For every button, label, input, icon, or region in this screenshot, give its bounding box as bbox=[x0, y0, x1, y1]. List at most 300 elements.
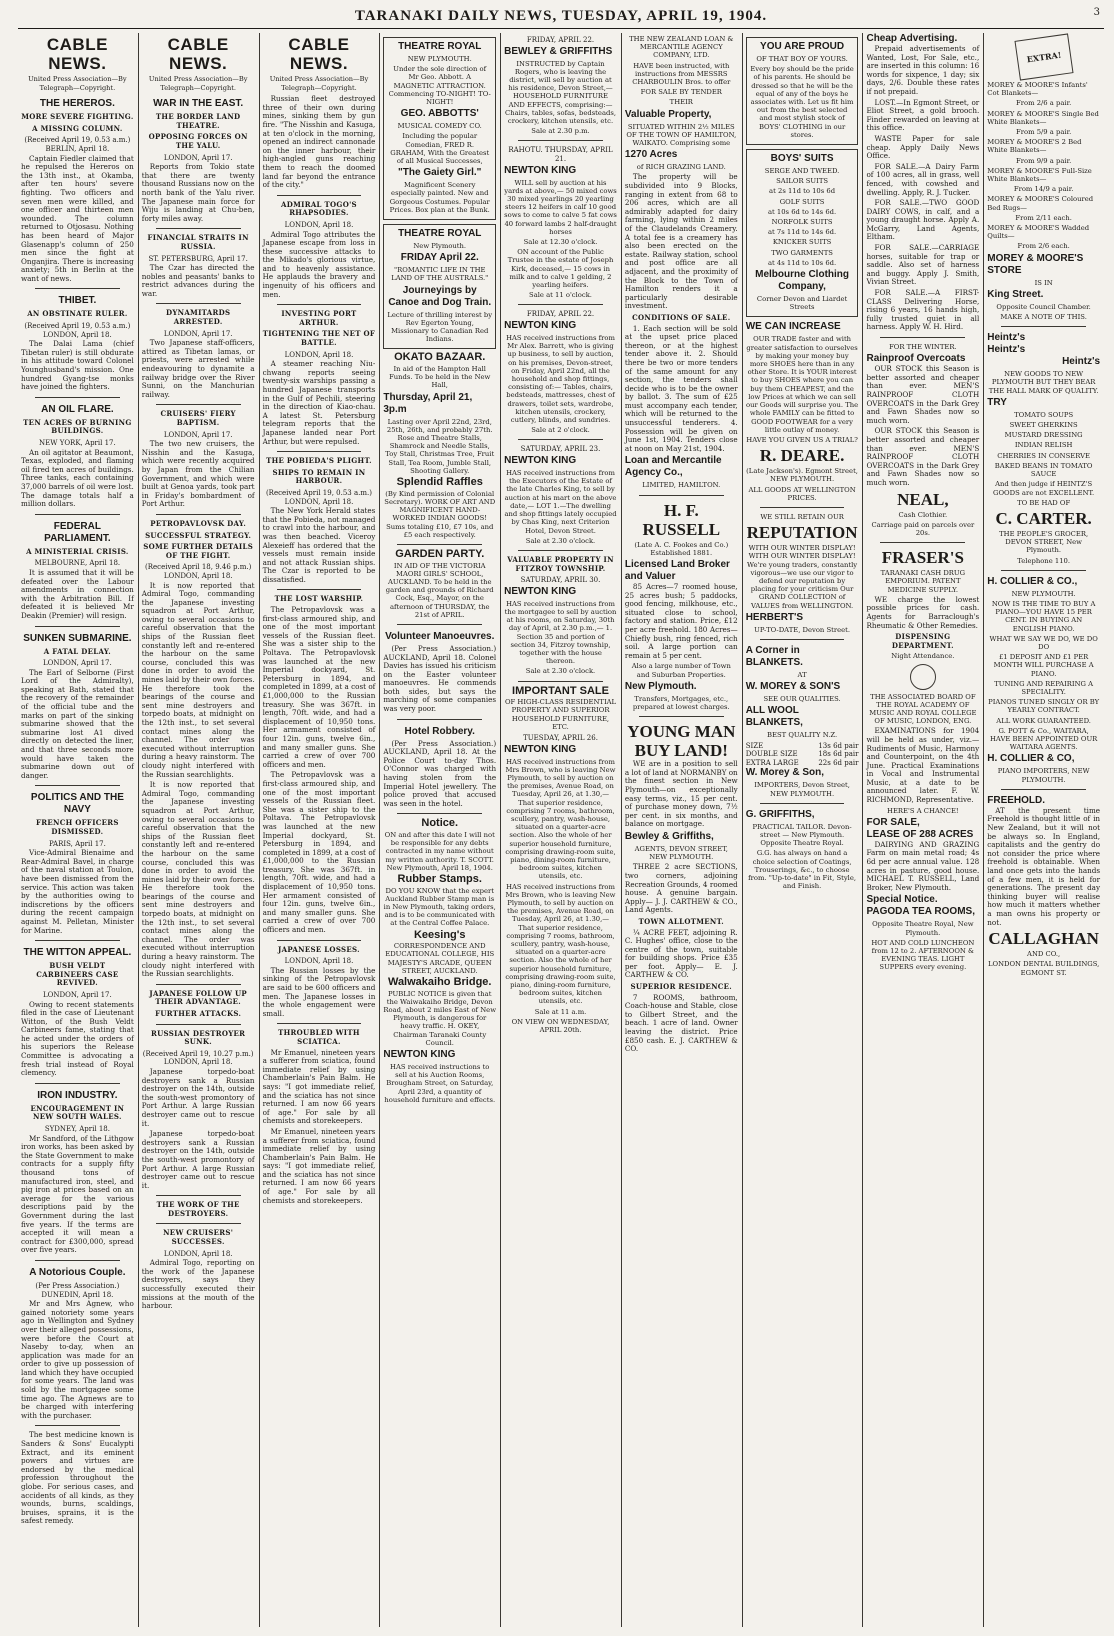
sale-date: FRIDAY, APRIL 22. bbox=[526, 310, 595, 319]
byline: United Press Association—By Telegraph—Copyright. bbox=[269, 75, 369, 92]
column-4 bbox=[380, 33, 501, 1627]
heading-politics-navy: POLITICS AND THE NAVY bbox=[30, 792, 124, 816]
article-text: The Earl of Selborne (First Lord of the Admiralty), speaking at Bath, stated that the recovery of the remainder of the official tube and the marks on part of the sinking submarine showed that the submarine lost A1 dived directly on detected the liner, and that three seconds more would have taken the submarine down out of danger. bbox=[21, 667, 134, 780]
advert-text: The property will be subdivided into 9 Blocks, ranging in extent from 68 to 206 acres, which are all admirably adapted for dairy farming, lying within 2 miles of the Claudelands Creamery. A total fee is a creamery has also been erected on the estate. Railway station, school and post office are all adjacent, and the proximity of the Block to the Town of Hamilton renders it a particularly desirable investment. bbox=[624, 172, 738, 311]
subheading: THE WORK OF THE DESTROYERS. bbox=[156, 1200, 240, 1218]
sale-date: FRIDAY, APRIL 22. bbox=[526, 36, 595, 44]
classified-text: LOST.—In Egmont Street, or Eliot Street, a gold brooch. Finder rewarded on leaving at this office. bbox=[866, 97, 980, 133]
blanket-price: 18s 6d pair bbox=[818, 750, 859, 759]
divider bbox=[397, 544, 482, 545]
frasers-title: FRASER'S bbox=[881, 548, 964, 568]
sale-time: Sale at 11 a.m. bbox=[534, 1007, 587, 1016]
advert-body: WHAT WE SAY WE DO, WE DO DO bbox=[989, 634, 1098, 651]
suit-name: KNICKER SUITS bbox=[772, 238, 832, 247]
article-text: Mr Emanuel, nineteen years a sufferer from sciatica, found immediate relief by using Chamberlain's Pain Balm. He says: "I got immediate relief, and the sciatica has not since returned. I am now 66 years of age." For sale by all chemists and storekeepers. bbox=[262, 1126, 376, 1205]
subheading: ADMIRAL TOGO'S RHAPSODIES. bbox=[280, 199, 357, 218]
carter-title: C. CARTER. bbox=[995, 508, 1092, 528]
advert-body: PUBLIC NOTICE is given that the Waiwakaiho Bridge, Devon Road, about 2 miles East of New Plymouth, is dangerous for heavy traffic. H. OKEY, Chairman Taranaki County Council. bbox=[383, 989, 497, 1047]
sale-time: Sale at 2 o'clock. bbox=[531, 426, 590, 435]
divider bbox=[35, 288, 120, 289]
advert-title: THEATRE ROYAL bbox=[398, 41, 482, 52]
cable-news-heading: CABLE NEWS. bbox=[167, 35, 229, 73]
advert-text: 1. Each section will be sold at the upset price placed thereon, or at the highest tender above it. 2. Should there be two or more tenders of the same amount for any section, the tenders shall decide who is to be the owner by ballot. 3. The sum of £25 must accompany each tender, which will be returned to the unsuccessful tenderers. 4. Possession will be given on June 1st, 1904. Tenders close at noon on May 21st, 1904. bbox=[624, 323, 738, 453]
heading-hereros: THE HEREROS. bbox=[39, 98, 115, 110]
subheading: TOWN ALLOTMENT. bbox=[638, 916, 724, 926]
agency-name: Loan and Mercantile Agency Co., bbox=[624, 455, 722, 479]
divider bbox=[518, 304, 603, 305]
advert-text: 85 Acres—7 roomed house, 25 acres bush; 5 paddocks, good fencing, milkhouse, etc., situated close to school, factory and station. Price, £12 per acre freehold. 180 Acres—Chiefly bush, ring fenced, rich soil. A large portion can remain at 5 per cent. bbox=[624, 582, 738, 660]
advert-body: ON and after this date I will not be responsible for any debts contracted in my name without my written authority. T. SCOTT. New Plymouth, April 18, 1904. bbox=[384, 831, 495, 872]
morey-son-title: W. Morey & Son, bbox=[745, 767, 825, 779]
advert-body: THE ASSOCIATED BOARD OF THE ROYAL ACADEMY OF MUSIC AND ROYAL COLLEGE OF MUSIC, LONDON, ENG. bbox=[869, 692, 977, 726]
dateline: LONDON, April 17. bbox=[43, 659, 112, 668]
byline: United Press Association—By Telegraph—Copyright. bbox=[148, 75, 248, 92]
advert-body: IN AID OF THE VICTORIA MAORI GIRLS' SCHOOL, AUCKLAND. To be held in the garden and grounds of Richard Cock, Esq., Mayor, on the afternoon of THURSDAY, the 21st of APRIL. bbox=[385, 561, 494, 619]
advert-title: YOU ARE PROUD bbox=[760, 41, 845, 52]
keesing-title: Keesing's bbox=[413, 928, 466, 941]
advert-body: WILL sell by auction at his yards at above,— 50 mixed cows 30 mixed yearlings 20 yearling steers 12 heifers in calf 10 good sows to come to calve 5 fat cows 40 forward lambs 2 half-draught horses bbox=[504, 178, 617, 236]
advert-body: NEW GOODS TO NEW PLYMOUTH BUT THEY BEAR THE HALL MARK OF QUALITY. bbox=[988, 370, 1099, 395]
subheading: NEW CRUISERS' SUCCESSES. bbox=[163, 1228, 234, 1247]
dateline: LONDON, April 17. bbox=[43, 990, 112, 999]
advert-body: THEIR bbox=[669, 98, 693, 107]
divider bbox=[277, 940, 362, 941]
advert-text: AT the present time Freehold is thought little of in New Zealand, but it will not be always so. In England, capitalists and the gentry do not consider the price where freehold is obtainable. When land once gets into the hands of a few men, it is held for generations. The present day thinking buyer will realise how much it matters whether a man owns his property or not. bbox=[987, 805, 1101, 927]
advert-subtitle: New Plymouth. bbox=[413, 242, 467, 251]
blanket-item: MOREY & MOORE'S Full-Size White Blankets— bbox=[987, 166, 1092, 184]
subheading: BUSH VELDT CARBINEERS CASE REVIVED. bbox=[36, 961, 119, 988]
subheading: THE LOST WARSHIP. bbox=[274, 594, 364, 604]
advert-body: AT bbox=[797, 670, 807, 679]
herberts-title: HERBERT'S bbox=[745, 611, 804, 623]
advert-body: HOT AND COLD LUNCHEON from 12 to 2. AFTERNOON & EVENING TEAS. LIGHT SUPPERS every evening. bbox=[871, 938, 975, 972]
king-street-title: King Street. bbox=[987, 288, 1044, 300]
advert-text: DAIRYING AND GRAZING Farm on main metal road; 4s 6d per acre annual value. 128 acres in pasture, good house. MICHAEL T. RUSSELL, Land Broker, New Plymouth. bbox=[866, 839, 980, 892]
divider bbox=[35, 785, 120, 786]
article-text: The Czar has directed the nobles and peasants' banks to restrict advances during the war. bbox=[141, 263, 255, 298]
advert-body: OF HIGH-CLASS RESIDENTIAL PROPERTY AND SUPERIOR HOUSEHOLD FURNITURE, ETC. bbox=[504, 698, 617, 731]
divider bbox=[880, 542, 965, 543]
subheading: VALUABLE PROPERTY IN FITZROY TOWNSHIP. bbox=[507, 554, 614, 573]
divider bbox=[35, 514, 120, 515]
cable-news-heading: CABLE NEWS. bbox=[46, 35, 108, 73]
subheading: FRENCH OFFICERS DISMISSED. bbox=[36, 818, 119, 836]
sale-time: Sale at 11 o'clock. bbox=[529, 291, 592, 300]
advert-body: Transfers, Mortgages, etc., prepared at lowest charges. bbox=[632, 694, 730, 711]
blanket-price: From 5/9 a pair. bbox=[1016, 128, 1072, 137]
advert-body: NEW PLYMOUTH. bbox=[1011, 589, 1076, 598]
okato-bazaar-date: Thursday, April 21, 3p.m bbox=[383, 391, 473, 415]
advert-body: WE STILL RETAIN OUR bbox=[760, 512, 844, 521]
divider bbox=[156, 1223, 241, 1224]
advert-body: HAS received instructions to sell at his Auction Rooms, Brougham Street, on Saturday, April 23rd, a quantity of household furniture and effects. bbox=[384, 1063, 496, 1104]
lease-title: LEASE OF 288 ACRES bbox=[866, 828, 974, 840]
sale-date: SATURDAY, APRIL 30. bbox=[520, 576, 601, 585]
blankets-corner-title: A Corner in BLANKETS. bbox=[745, 644, 803, 668]
advert-body: AGENTS, DEVON STREET, NEW PLYMOUTH. bbox=[634, 844, 728, 862]
acreage-title: 1270 Acres bbox=[624, 149, 678, 161]
dateline: LONDON, April 17. bbox=[163, 329, 233, 338]
divider bbox=[156, 1024, 241, 1025]
bewley-griffiths-title: Bewley & Griffiths, bbox=[624, 830, 714, 842]
article-text: Admiral Togo, reporting on the work of the Japanese destroyers, says they successfully executed their missions at the mouth of the harbour. bbox=[141, 1258, 255, 1311]
subheading: TEN ACRES OF BURNING BUILDINGS. bbox=[23, 417, 132, 436]
blanket-item: MOREY & MOORE'S Infants' Cot Blankets— bbox=[987, 81, 1088, 98]
blanket-item: MOREY & MOORE'S Single Bed White Blankets— bbox=[987, 109, 1099, 126]
subheading: SUCCESSFUL STRATEGY. bbox=[145, 530, 252, 540]
dateline: LONDON, April 17. bbox=[163, 153, 233, 162]
blanket-price-row bbox=[746, 742, 859, 751]
divider bbox=[397, 719, 482, 720]
dateline: ST. PETERSBURG, April 17. bbox=[148, 254, 248, 263]
article-text: Reports from Tokio state that there are twenty thousand Russians now on the north bank of the Yalu river. The Japanese main force for Wiju is landing at Chu-ben, forty miles away. bbox=[141, 162, 255, 223]
increase-title: WE CAN INCREASE bbox=[745, 321, 841, 333]
advert-body: (Late A. C. Fookes and Co.) Established 1881. bbox=[634, 540, 729, 557]
cheap-advertising-title: Cheap Advertising. bbox=[866, 33, 958, 44]
dateline: (Received April 19, 0.53 a.m.) LONDON, April 18. bbox=[24, 322, 131, 339]
divider bbox=[156, 1195, 241, 1196]
advert-text: 7 ROOMS, bathroom, Coach-house and Stable, close to Gilbert Street, and the beach. 1 acre of land. Owner leaving the district. Price £850 cash. E. J. CARTHEW & CO. bbox=[624, 992, 738, 1054]
advert-body: HAVE been instructed, with instructions from MESSRS CHARBOULIN Bros. to offer bbox=[632, 61, 731, 87]
column-1 bbox=[18, 33, 139, 1627]
callaghan-title: CALLAGHAN bbox=[988, 929, 1099, 949]
sale-date: TUESDAY, APRIL 26. bbox=[523, 733, 598, 742]
dateline: LONDON, April 17. bbox=[163, 430, 233, 439]
bewley-griffiths-title: BEWLEY & GRIFFITHS bbox=[504, 45, 613, 57]
blanket-price-row bbox=[746, 750, 859, 759]
advert-body: Every boy should be the pride of his parents. He should be dressed so that he will be the equal of any of the boys he associates with. Let us fit him out from the best selected and most stylish stock of BOYS' CLOTHING in our stores. bbox=[750, 65, 854, 139]
product-item: BAKED BEANS IN TOMATO SAUCE bbox=[994, 461, 1093, 479]
classified-text: WASTE Paper for sale cheap. Apply Daily News Office. bbox=[866, 133, 980, 161]
collier-title: H. COLLIER & CO., bbox=[987, 575, 1078, 587]
dateline: (Received April 19, 10.27 p.m.) LONDON, April 18. bbox=[142, 1049, 254, 1067]
divider bbox=[518, 550, 603, 551]
subheading: OPPOSING FORCES ON THE YALU. bbox=[148, 132, 248, 150]
advert-text: ¼ ACRE FEET, adjoining R. C. Hughes' office, close to the centre of the town, suitable for building shops. Price £35 per foot. Apply— E. J. CARTHEW & CO. bbox=[624, 927, 738, 980]
advert-text: The best medicine known is Sanders & Sons' Eucalypti Extract, and its eminent powers and virtues are endorsed by the medical profession throughout the globe. For serious cases, and accidents of all kinds, as they wounds, burns, scaldings, bruises, sprains, it is the safest remedy. bbox=[21, 1430, 134, 1526]
heading-oil-flare: AN OIL FLARE. bbox=[41, 403, 114, 415]
advert-body: AND CO., bbox=[1027, 950, 1061, 959]
subheading: A MINISTERIAL CRISIS. bbox=[26, 546, 129, 556]
divider bbox=[156, 228, 241, 229]
page-number: 3 bbox=[1093, 7, 1100, 18]
heading-witton-appeal: THE WITTON APPEAL. bbox=[23, 947, 132, 959]
griffiths-title: G. GRIFFITHS, bbox=[745, 808, 815, 820]
blanket-price: From 14/9 a pair. bbox=[1013, 185, 1074, 194]
subheading: THROUBLED WITH SCIATICA. bbox=[278, 1028, 360, 1046]
advert-body: Cash Clothier. bbox=[898, 510, 948, 519]
advert-body: Including the popular Comedian, FRED R. GRAHAM, With the Greatest of all Musical Successes, bbox=[390, 132, 490, 166]
advert-body: MAKE A NOTE OF THIS. bbox=[1000, 313, 1087, 322]
rainproof-title: Rainproof Overcoats bbox=[866, 353, 966, 365]
subheading: FURTHER ATTACKS. bbox=[155, 1009, 242, 1018]
classified-text: FOR SALE.—A Dairy Farm of 100 acres, all in grass, well fenced, with cowshed and dwelling. Apply, R. J. Tucker. bbox=[866, 161, 980, 197]
article-text: The Petropavlovsk was a first-class armoured ship, and one of the most important vessels of the Russian fleet. She was a sister ship to the Poltava. The Petropavlovsk was launched at the new Imperial dockyard, St. Petersburg in 1894, and completed in 1899, at a cost of £1,000,000 to the Russian treasury. She was 367ft. in length, 70ft. wide, and had a displacement of 10,950 tons. Her armament consisted of four 12in. guns, twelve 6in., and many smaller guns. She carried a crew of over 700 officers and men. bbox=[262, 605, 376, 769]
subheading: A MISSING COLUMN. bbox=[32, 123, 123, 133]
dateline: SYDNEY, April 18. bbox=[44, 1125, 110, 1134]
advert-body: Carriage paid on parcels over 20s. bbox=[871, 520, 975, 537]
collier-title: H. COLLIER & CO, bbox=[987, 753, 1075, 765]
advert-body: HAS received instructions from the mortgagee to sell by auction at his rooms, on Saturday, 30th day of April, at 2.30 p.m.,— 1. Section 35 and portion of section 34, Fitzroy township, together with the house thereon. bbox=[504, 599, 617, 666]
advert-body: HAVE YOU GIVEN US A TRIAL? bbox=[746, 435, 858, 444]
sale-date: SATURDAY, APRIL 23. bbox=[520, 445, 601, 454]
suit-name: SAILOR SUITS bbox=[776, 177, 829, 186]
blanket-size: DOUBLE SIZE bbox=[745, 750, 798, 759]
suit-price: at 10s 6d to 14s 6d. bbox=[767, 207, 837, 216]
subheading: AN OBSTINATE RULER. bbox=[27, 309, 128, 319]
article-text: Mr Emanuel, nineteen years a sufferer from sciatica, found immediate relief by using Chamberlain's Pain Balm. He says: "I got immediate relief, and the sciatica has not since returned. I am now 66 years of age." For sale by all chemists and storekeepers. bbox=[262, 1047, 376, 1126]
article-text: The two new cruisers, the Nisshin and the Kasuga, which were recently acquired by Japan from the Chilian Government, and which were built at Genoa yards, took part in Friday's bombardment of Port Arthur. bbox=[141, 439, 255, 509]
newton-king-title: NEWTON KING bbox=[383, 1049, 456, 1061]
advert-text: EXAMINATIONS for 1904 will be held as under, viz.— Rudiments of Music, Harmony and Counterpoint, on the 4th June. Practical Examinations in Vocal and Instrumental Music, at a date to be announced later. F. W. RICHMOND, Representative. bbox=[866, 726, 980, 805]
heading-iron-industry: IRON INDUSTRY. bbox=[37, 1089, 118, 1101]
dateline: LONDON, April 18. bbox=[284, 350, 354, 359]
advert-body: HAS received instructions from Mrs Brown, who is leaving New Plymouth, to sell by auction on the premises, Avenue Road, on Tuesday, April 26, at 1.30,— That superior residence, comprising 7 rooms, bathroom, scullery, pantry, wash-house, situated on a quarter-acre section. Also the whole of her superior household furniture, comprising drawing-room suite, piano, dining-room furniture, bedroom suites, kitchen utensils, etc. bbox=[505, 882, 616, 1006]
sale-time: Sale at 2.30 o'clock. bbox=[525, 536, 596, 545]
byline: United Press Association—By Telegraph—Copyright. bbox=[28, 75, 127, 92]
heading-hotel-robbery: Hotel Robbery. bbox=[404, 725, 475, 737]
advert-body: UP-TO-DATE, Devon Street. bbox=[754, 625, 851, 634]
advert-body: Lasting over April 22nd, 23rd, 25th, 26th, and probably 27th. Rose and Theatre Stalls, Shamrock and Needle Stalls, Toy Stall, Christmas Tree, Fruit Stall, Tea Room, Jumble Stall, Shooting Gallery. bbox=[385, 417, 495, 475]
columns bbox=[18, 33, 1104, 1627]
advert-body: Magnificent Scenery especially painted. New and Gorgeous Costumes. Popular Prices. Box plan at the Bunk. bbox=[389, 181, 490, 214]
divider bbox=[760, 507, 845, 508]
blanket-price: From 2/6 each. bbox=[1017, 242, 1070, 251]
article-text: The Russian losses by the sinking of the Petropavlovsk are said to be 600 officers and men. The Japanese losses in the whole engagement were small. bbox=[262, 965, 376, 1018]
column-8 bbox=[863, 33, 984, 1627]
column-7 bbox=[743, 33, 864, 1627]
neal-title: NEAL, bbox=[897, 489, 949, 509]
advert-body: THE NEW ZEALAND LOAN & MERCANTILE AGENCY COMPANY, LTD. bbox=[629, 35, 734, 60]
all-wool-title: ALL WOOL BLANKETS, bbox=[745, 705, 803, 729]
column-2 bbox=[139, 33, 260, 1627]
subheading: CRUISERS' FIERY BAPTISM. bbox=[160, 409, 236, 427]
heading-thibet: THIBET. bbox=[58, 295, 97, 307]
divider bbox=[760, 639, 845, 640]
divider bbox=[1001, 570, 1086, 571]
column-5 bbox=[501, 33, 622, 1627]
suits-note: TWO GARMENTS bbox=[771, 248, 833, 257]
divider bbox=[1001, 789, 1086, 790]
advert-boys-suits bbox=[746, 149, 859, 317]
subheading: JAPANESE FOLLOW UP THEIR ADVANTAGE. bbox=[149, 988, 247, 1007]
advert-body: WITH OUR WINTER DISPLAY! WITH OUR WINTER DISPLAY! We're young traders, constantly vigorous—we use our vigor to defend our reputation by placing for your criticism Our GRAND COLLECTION of VALUES from WELLINGTON. bbox=[747, 544, 858, 610]
okato-bazaar-title: OKATO BAZAAR. bbox=[394, 351, 486, 364]
dateline: (Received April 19, 0.53 a.m.) LONDON, April 18. bbox=[265, 488, 372, 506]
advert-body: G. POTT & Co., WAITARA, HAVE BEEN APPOINTED OUR WAITARA AGENTS. bbox=[989, 726, 1098, 752]
suit-price: at 2s 11d to 10s 6d bbox=[769, 187, 836, 196]
blanket-price: From 9/9 a pair. bbox=[1016, 156, 1072, 165]
advert-body: BEST QUALITY N.Z. bbox=[767, 731, 838, 740]
subheading: INVESTING PORT ARTHUR. bbox=[281, 309, 357, 327]
advert-body: MUSICAL COMEDY CO. bbox=[397, 122, 482, 131]
divider bbox=[156, 514, 241, 515]
sale-time: Sale at 2.30 p.m. bbox=[531, 127, 590, 136]
blanket-price: From 2/6 a pair. bbox=[1016, 99, 1072, 108]
advert-subtitle: SERGE AND TWEED. bbox=[764, 167, 840, 176]
subheading: SOME FURTHER DETAILS OF THE FIGHT. bbox=[143, 542, 254, 560]
divider bbox=[639, 495, 724, 496]
product-item: SWEET GHERKINS bbox=[1009, 421, 1078, 430]
divider bbox=[277, 304, 362, 305]
special-notice-title: Special Notice. bbox=[866, 894, 938, 906]
cable-news-heading: CABLE NEWS. bbox=[288, 35, 350, 73]
blanket-size: EXTRA LARGE bbox=[745, 758, 799, 767]
advert-body: THE PEOPLE'S GROCER, DEVON STREET, New Plymouth. bbox=[999, 529, 1089, 555]
advert-body: ON account of the Public Trustee in the estate of Joseph Kirk, deceased,— 15 cows in milk and to calve 1 gelding, 2 yearling heifers. bbox=[507, 248, 614, 290]
column-3 bbox=[260, 33, 381, 1627]
russell-title: H. F. RUSSELL bbox=[642, 500, 721, 539]
article-text: Japanese torpedo-boat destroyers sank a Russian destroyer on the 14th, outside the south-west promontory of Port Arthur. A large Russian destroyer came out to rescue it. bbox=[141, 1129, 255, 1190]
advert-text: WE charge the lowest possible prices for cash. Agents for Barraclough's Rheumatic & Other Remedies. bbox=[866, 594, 980, 630]
suit-name: NORFOLK SUITS bbox=[771, 218, 833, 227]
advert-body: Opposite Council Chamber. bbox=[996, 302, 1091, 311]
divider bbox=[518, 681, 603, 682]
advert-body: IMPORTERS, Devon Street, NEW PLYMOUTH. bbox=[754, 781, 850, 798]
divider bbox=[277, 1023, 362, 1024]
advert-title: THEATRE ROYAL bbox=[398, 228, 482, 240]
suit-price: at 7s 11d to 14s 6d. bbox=[767, 228, 837, 237]
blanket-price: 22s 6d pair bbox=[818, 758, 859, 767]
morey-title: W. MOREY & SON'S bbox=[745, 681, 841, 693]
article-text: The New York Herald states that the Pobieda, not managed to crawl into the harbour, and was then beached. Viceroy Alexeieff has ordered that the vessels must remain inside and not attack Russian ships. The Czar is reported to be dissatisfied. bbox=[262, 506, 376, 584]
product-item: CHERRIES IN CONSERVE bbox=[997, 451, 1090, 460]
advert-body: NOW IS THE TIME TO BUY A PIANO—YOU HAVE 15 PER CENT. IN BUYING AN ENGLISH PIANO. bbox=[991, 599, 1096, 633]
article-text: It is now reported that Admiral Togo, commanding the Japanese investing squadron at Port Arthur, owing to several occasions to careful observation that the ships of the Russian fleet constantly left and re-entered the harbour on the same course, concluded this was done in order to avoid the mines laid by their own forces. He therefore took the bearings of the course and sent mine destroyers and torpedo boats, at midnight on the 12th inst., to set several contact mines along the channel. The order was executed without interruption during a heavy rainstorm. The cloudy night interfered with the Russian searchlights. bbox=[141, 780, 255, 979]
advert-body: PRACTICAL TAILOR. Devon-street — New Plymouth. Opposite Theatre Royal. bbox=[752, 822, 852, 848]
subheading: THE BORDER LAND THEATRE. bbox=[155, 112, 241, 130]
blanket-price: 13s 6d pair bbox=[818, 741, 859, 750]
blanket-item: MOREY & MOORE'S Wadded Quilts— bbox=[987, 224, 1090, 241]
advert-text: WE are in a position to sell a lot of land at NORMANBY on the finest section in New Plymouth—on exceptionally easy terms, viz., 15 per cent. of purchase money down, 7½ per cent. in six months, and balance on mortgage. bbox=[624, 759, 738, 829]
crest-icon bbox=[910, 664, 936, 690]
land-broker-title: Licensed Land Broker and Valuer bbox=[624, 559, 730, 583]
advert-date: FRIDAY April 22. bbox=[400, 252, 479, 264]
for-sale-title: FOR SALE, bbox=[866, 816, 920, 828]
divider bbox=[35, 1260, 120, 1261]
divider bbox=[277, 451, 362, 452]
advert-body: ALL WORK GUARANTEED. bbox=[996, 716, 1091, 725]
heading-federal-parliament: FEDERAL PARLIAMENT. bbox=[44, 520, 111, 544]
newton-king-title: NEWTON KING bbox=[504, 743, 577, 755]
advert-play-title: "The Gaiety Girl." bbox=[398, 167, 482, 179]
suit-price: at 4s 11d to 10s 6d. bbox=[767, 258, 837, 267]
blanket-price: From 2/11 each. bbox=[1015, 213, 1072, 222]
subheading: DISPENSING DEPARTMENT. bbox=[891, 632, 954, 650]
garden-party-title: GARDEN PARTY. bbox=[395, 547, 485, 560]
subheading: RUSSIAN DESTROYER SUNK. bbox=[151, 1028, 246, 1047]
advert-body: SITUATED WITHIN 2½ MILES OF THE TOWN OF HAMILTON, WAIKATO. Comprising some bbox=[626, 122, 737, 148]
classified-text: FOR SALE.—TWO GOOD DAIRY COWS, in calf, and a young draught horse. Apply A. McGarry, Land Agents, Eltham. bbox=[866, 198, 980, 242]
classified-text: FOR SALE.—CARRIAGE horses, suitable for trap or saddle. Also set of harness and buggy. Apply J. Smith, Vivian Street. bbox=[866, 243, 980, 287]
blanket-item: MOREY & MOORE'S 2 Bed White Blankets— bbox=[987, 138, 1082, 155]
advert-body: FOR SALE BY TENDER bbox=[640, 88, 722, 97]
article-text: Vice-Admiral Bienaime and Rear-Admiral Bavel, in charge of the naval station at Toulon, have been dismissed from the service. This action was taken by the authorities owing to indiscretions by the officers during the recent campaign against M. Pelletan, Minister for Marine. bbox=[21, 848, 134, 935]
view-date: ON VIEW ON WEDNESDAY, APRIL 20th. bbox=[511, 1017, 610, 1035]
advert-body: Telephone 110. bbox=[1017, 556, 1071, 565]
advert-body: ALL GOODS AT WELLINGTON PRICES. bbox=[748, 485, 856, 502]
heintz-title: Heintz's bbox=[1062, 356, 1101, 368]
newton-king-title: NEWTON KING bbox=[504, 164, 577, 176]
heading-war-east: WAR IN THE EAST. bbox=[153, 98, 244, 110]
blanket-item: MOREY & MOORE'S Coloured Bed Rugs— bbox=[987, 195, 1094, 212]
sale-date: RAHOTU. THURSDAY, APRIL 21. bbox=[508, 146, 613, 164]
article-text: (Per Press Association.) AUCKLAND, April 18. At the Police Court to-day Thos. O'Connor was charged with having stolen from the Imperial Hotel jewellery. The police proved that accused was seen in the hotel. bbox=[383, 738, 497, 808]
newton-king-title: NEWTON KING bbox=[504, 320, 577, 332]
advert-text: Prepaid advertisements of Wanted, Lost, For Sale, etc., are inserted in this column: 16 words for sixpence, 1 day; six days, 2/6. Double these rates if not prepaid. bbox=[866, 44, 980, 96]
advert-body: TO BE HAD OF bbox=[1017, 498, 1071, 507]
divider bbox=[397, 813, 482, 814]
article-text: (Per Press Association.) AUCKLAND, April 18. Colonel Davies has issued his criticism on the Easter volunteer manoeuvres. He commends both sides, but says the marching of some companies was very poor. bbox=[383, 643, 497, 714]
dateline: LONDON, April 18. bbox=[284, 220, 354, 229]
divider bbox=[518, 439, 603, 440]
article-text: Captain Fiedler claimed that he repulsed the Hereros on the 13th inst., at Okamba, after ten hours' severe fighting. Two officers and seven men were killed, and one officer and thirteen men wounded. The column returned to Otjosasu. Nothing has been heard of Major Glasenapp's column of 250 men since the fight at Onganjira. There is increasing anxiety; 5th in Berlin at the want of news. bbox=[21, 153, 134, 283]
divider bbox=[639, 716, 724, 717]
new-plymouth-title: New Plymouth. bbox=[624, 680, 697, 692]
advert-body: FOR THE WINTER. bbox=[889, 343, 957, 351]
advert-theatre-royal bbox=[383, 37, 496, 220]
advert-body: OUR TRADE faster and with greater satisfaction to ourselves by making your money buy more SHOES here than in any other Store. It is YOUR interest to buy SHOES where you can buy them CHEAPEST, and the low Prices at which we can sell our Goods will surprise you. The whole FAMILY can be fitted to GOOD FOOTWEAR for a very little outlay of money. bbox=[746, 335, 859, 434]
pagoda-title: PAGODA TEA ROOMS, bbox=[866, 906, 975, 918]
extra-logo-icon: EXTRA! bbox=[1014, 33, 1073, 80]
divider bbox=[35, 1083, 120, 1084]
advert-body: LIMITED, HAMILTON. bbox=[642, 481, 721, 490]
subheading: DYNAMITARDS ARRESTED. bbox=[165, 308, 231, 327]
advert-subtitle: NEW PLYMOUTH. bbox=[407, 55, 472, 63]
product-item: TOMATO SOUPS bbox=[1014, 410, 1074, 419]
melbourne-clothing-name: Melbourne Clothing Company, bbox=[755, 269, 850, 293]
article-text: A steamer reaching Niu-chwang reports seeing twenty-six warships passing a hundred Japanese transports in the Gulf of Pechili, steering in the direction of Kiao-chau. A latest St. Petersburg telegram reports that the Japanese landed near Port Arthur, but were repulsed. bbox=[262, 359, 376, 446]
important-sale-title: IMPORTANT SALE bbox=[512, 684, 609, 697]
subheading: SUPERIOR RESIDENCE. bbox=[630, 982, 733, 992]
column-6 bbox=[622, 33, 743, 1627]
advert-address: Corner Devon and Liardet Streets bbox=[756, 295, 848, 312]
article-text: It is now reported that Admiral Togo, commanding the Japanese investing squadron at Port Arthur, owing to several occasions to careful observation that the ships of the Russian fleet constantly left and re-entered the harbour on the same course, concluded this was done in order to avoid the mines laid by their own forces. He therefore took the bearings of the course and sent mine destroyers and torpedo boats, at midnight on the 12th inst., to set several contact mines along the channel. The order was executed without interruption during a heavy rainstorm. The cloudy night interfered with the Russian searchlights. bbox=[141, 580, 255, 779]
young-man-title: YOUNG MAN BUY LAND! bbox=[627, 722, 736, 761]
advert-body: of RICH GRAZING LAND. bbox=[636, 163, 726, 172]
advert-body: Night Attendance. bbox=[891, 652, 955, 661]
product-item: INDIAN RELISH bbox=[1014, 441, 1073, 450]
divider bbox=[760, 803, 845, 804]
divider bbox=[277, 195, 362, 196]
article-text: Mr Sandford, of the Lithgow iron works, has been asked by the State Government to make contracts for a supply fifty thousand tons of manufactured iron, steel, and pig iron at prices based on an average for the various descriptions paid by the Government during the last five years. If the terms are accepted it will mean a contract for £300,000, spread over five years. bbox=[21, 1133, 134, 1255]
suit-name: GOLF SUITS bbox=[779, 197, 825, 206]
article-text: Owing to recent statements filed in the case of Lieutenant Witton, of the Bush Veldt Carbineers fame, stating that he acted under the orders of his superiors the Release Committee is advocating a fresh trial instead of Royal clemency. bbox=[21, 999, 134, 1078]
subheading: CONDITIONS OF SALE. bbox=[632, 312, 731, 322]
divider bbox=[156, 303, 241, 304]
divider bbox=[156, 984, 241, 985]
advert-body: Also a large number of Town and Suburban Properties. bbox=[631, 662, 731, 679]
heading-notorious-couple: A Notorious Couple. bbox=[29, 1266, 126, 1278]
advert-body: HERE'S A CHANCE! bbox=[887, 806, 959, 815]
article-text: Admiral Togo attributes the Japanese escape from loss in these successive attacks to the Mikado's glorious virtue, and to heavenly assistance. He applauds the bravery and ingenuity of his officers and men. bbox=[262, 229, 376, 299]
try-title: TRY bbox=[987, 396, 1007, 408]
advert-body: In aid of the Hampton Hall Funds. To be held in the New Hall, bbox=[389, 365, 491, 390]
article-text: It is assumed that it will be defeated over the Labour amendments in connection with the Arbitration Bill. If defeated it is believed Mr Deakin (Premier) will resign. bbox=[21, 567, 134, 620]
article-text: Mr and Mrs Agnew, who gained notoriety some years ago in Wellington and Sydney over their alleged possessions, were before the Court at Naseby to-day, when an application was made for an order to give up possession of land which they have occupied for some years. The land was sold by the mortgagee some time ago. The Agnews are to be charged with interfering with the purchaser. bbox=[21, 1299, 134, 1420]
dateline: (Received April 18, 9.46 p.m.) LONDON, April 18. bbox=[145, 563, 252, 580]
heading-sunken-submarine: SUNKEN SUBMARINE. bbox=[23, 632, 132, 644]
divider bbox=[277, 589, 362, 590]
advert-body: LONDON DENTAL BUILDINGS, EGMONT ST. bbox=[988, 960, 1100, 977]
product-item: MUSTARD DRESSING bbox=[1004, 431, 1083, 440]
divider bbox=[35, 1425, 120, 1426]
blanket-price-row bbox=[746, 759, 859, 768]
subheading: THE POBIEDA'S PLIGHT. bbox=[266, 456, 372, 466]
divider bbox=[518, 140, 603, 141]
reputation-title: REPUTATION bbox=[746, 523, 858, 543]
advert-body: And then judge if HEINTZ'S GOODS are not EXCELLENT. bbox=[993, 480, 1095, 497]
